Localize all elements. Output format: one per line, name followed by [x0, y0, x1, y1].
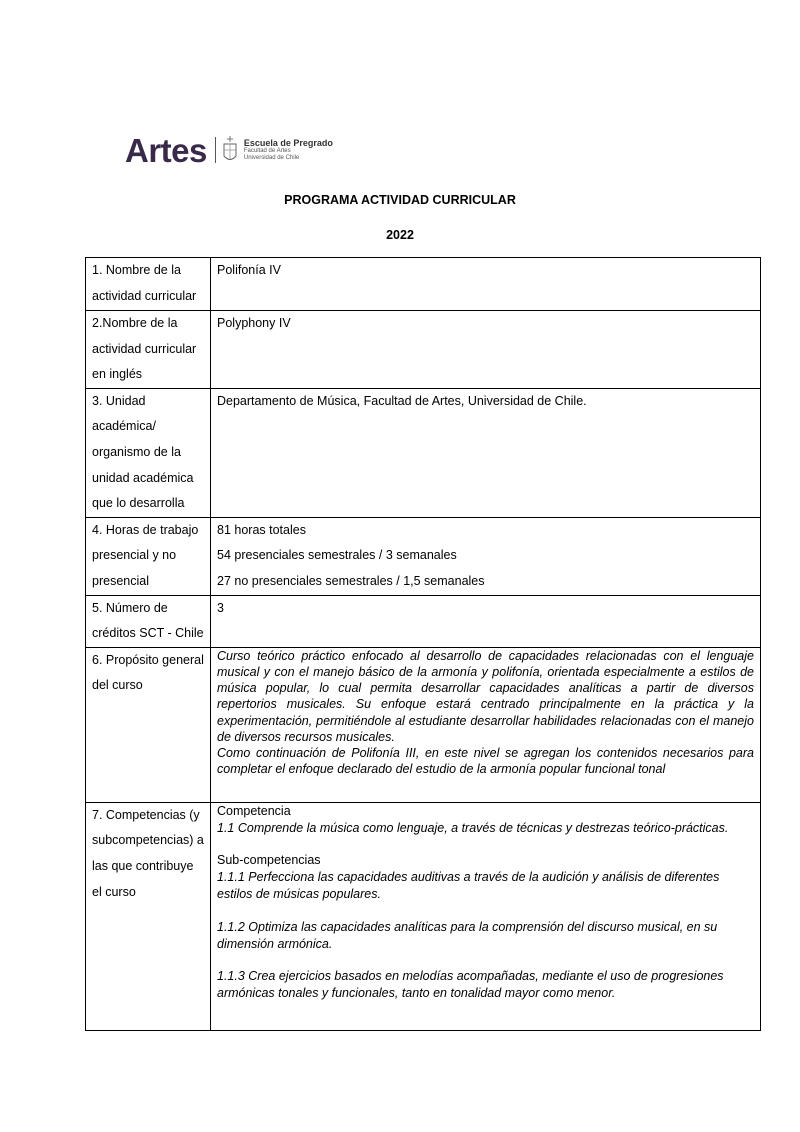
- row-value: [211, 647, 761, 802]
- subcompetence-item: 1.1.1 Perfecciona las capacidades auditivas a través de la audición y análisis de diferentes estilos de músicas populares.: [217, 870, 720, 901]
- logo-school-name: Escuela de Pregrado: [243, 137, 333, 148]
- logo-divider: [215, 137, 216, 163]
- artes-logo: [125, 128, 333, 172]
- row-value: 3: [211, 595, 761, 647]
- logo-wordmark: Artes: [125, 131, 207, 169]
- table-row-english-name: [86, 311, 761, 389]
- row-value: Polyphony IV: [211, 311, 761, 389]
- table-row-purpose: [86, 647, 761, 802]
- program-table: [85, 257, 761, 1031]
- row-label: 1. Nombre de la actividad curricular: [86, 258, 211, 311]
- row-label: 3. Unidad académica/ organismo de la unidad académica que lo desarrolla: [86, 388, 211, 517]
- purpose-paragraph: Como continuación de Polifonía III, en este nivel se agregan los contenidos necesarios para completar el enfoque declarado del estudio de la armonía popular funcional tonal: [217, 745, 754, 777]
- logo-faculty: Facultad de Artes: [243, 148, 291, 155]
- table-row-credits: [86, 595, 761, 647]
- table-row-academic-unit: [86, 388, 761, 517]
- hours-non-presential: 27 no presenciales semestrales / 1,5 semanales: [217, 573, 485, 588]
- row-value: Departamento de Música, Facultad de Artes, Universidad de Chile.: [211, 388, 761, 517]
- table-row-competencies: [86, 802, 761, 1030]
- hours-total: 81 horas totales: [217, 522, 306, 537]
- logo-text-block: [244, 139, 333, 161]
- row-value: [211, 517, 761, 595]
- table-row-hours: [86, 517, 761, 595]
- subcompetence-item: 1.1.2 Optimiza las capacidades analíticas para la comprensión del discurso musical, en su dimensión armónica.: [217, 919, 718, 951]
- university-seal-icon: [222, 136, 238, 164]
- subcompetence-item: 1.1.3 Crea ejercicios basados en melodías acompañadas, mediante el uso de progresiones armónicas tonales y funcionales, tanto en tonalidad mayor como menor.: [217, 969, 724, 1001]
- row-value: Polifonía IV: [211, 258, 761, 311]
- document-year: 2022: [386, 228, 414, 242]
- row-label: 2.Nombre de la actividad curricular en inglés: [86, 311, 211, 389]
- purpose-paragraph: Curso teórico práctico enfocado al desarrollo de capacidades relacionadas con el lenguaje musical y con el manejo básico de la armonía y polifonía, orientada especialmente a estilos de música popular, lo cual permita desarrollar capacidades analíticas a partir de diversos repertorios musicales. Su enfoque estará centrado principalmente en la práctica y la experimentación, permitiéndole al estudiante desarrollar habilidades relacionadas con el manejo de diversos recursos musicales.: [217, 648, 754, 744]
- row-label: 6. Propósito general del curso: [86, 647, 211, 802]
- competence-heading: Competencia: [217, 803, 291, 818]
- competence-item: 1.1 Comprende la música como lenguaje, a través de técnicas y destrezas teórico-prácticas.: [217, 820, 729, 835]
- logo-university: Universidad de Chile: [243, 154, 300, 161]
- table-row-name: [86, 258, 761, 311]
- subcompetence-heading: Sub-competencias: [217, 853, 321, 868]
- hours-presential: 54 presenciales semestrales / 3 semanales: [217, 548, 457, 563]
- row-label: 5. Número de créditos SCT - Chile: [86, 595, 211, 647]
- row-label: 4. Horas de trabajo presencial y no presencial: [86, 517, 211, 595]
- document-title: PROGRAMA ACTIVIDAD CURRICULAR: [284, 193, 516, 207]
- row-label: 7. Competencias (y subcompetencias) a las que contribuye el curso: [86, 802, 211, 1030]
- row-value: [211, 802, 761, 1030]
